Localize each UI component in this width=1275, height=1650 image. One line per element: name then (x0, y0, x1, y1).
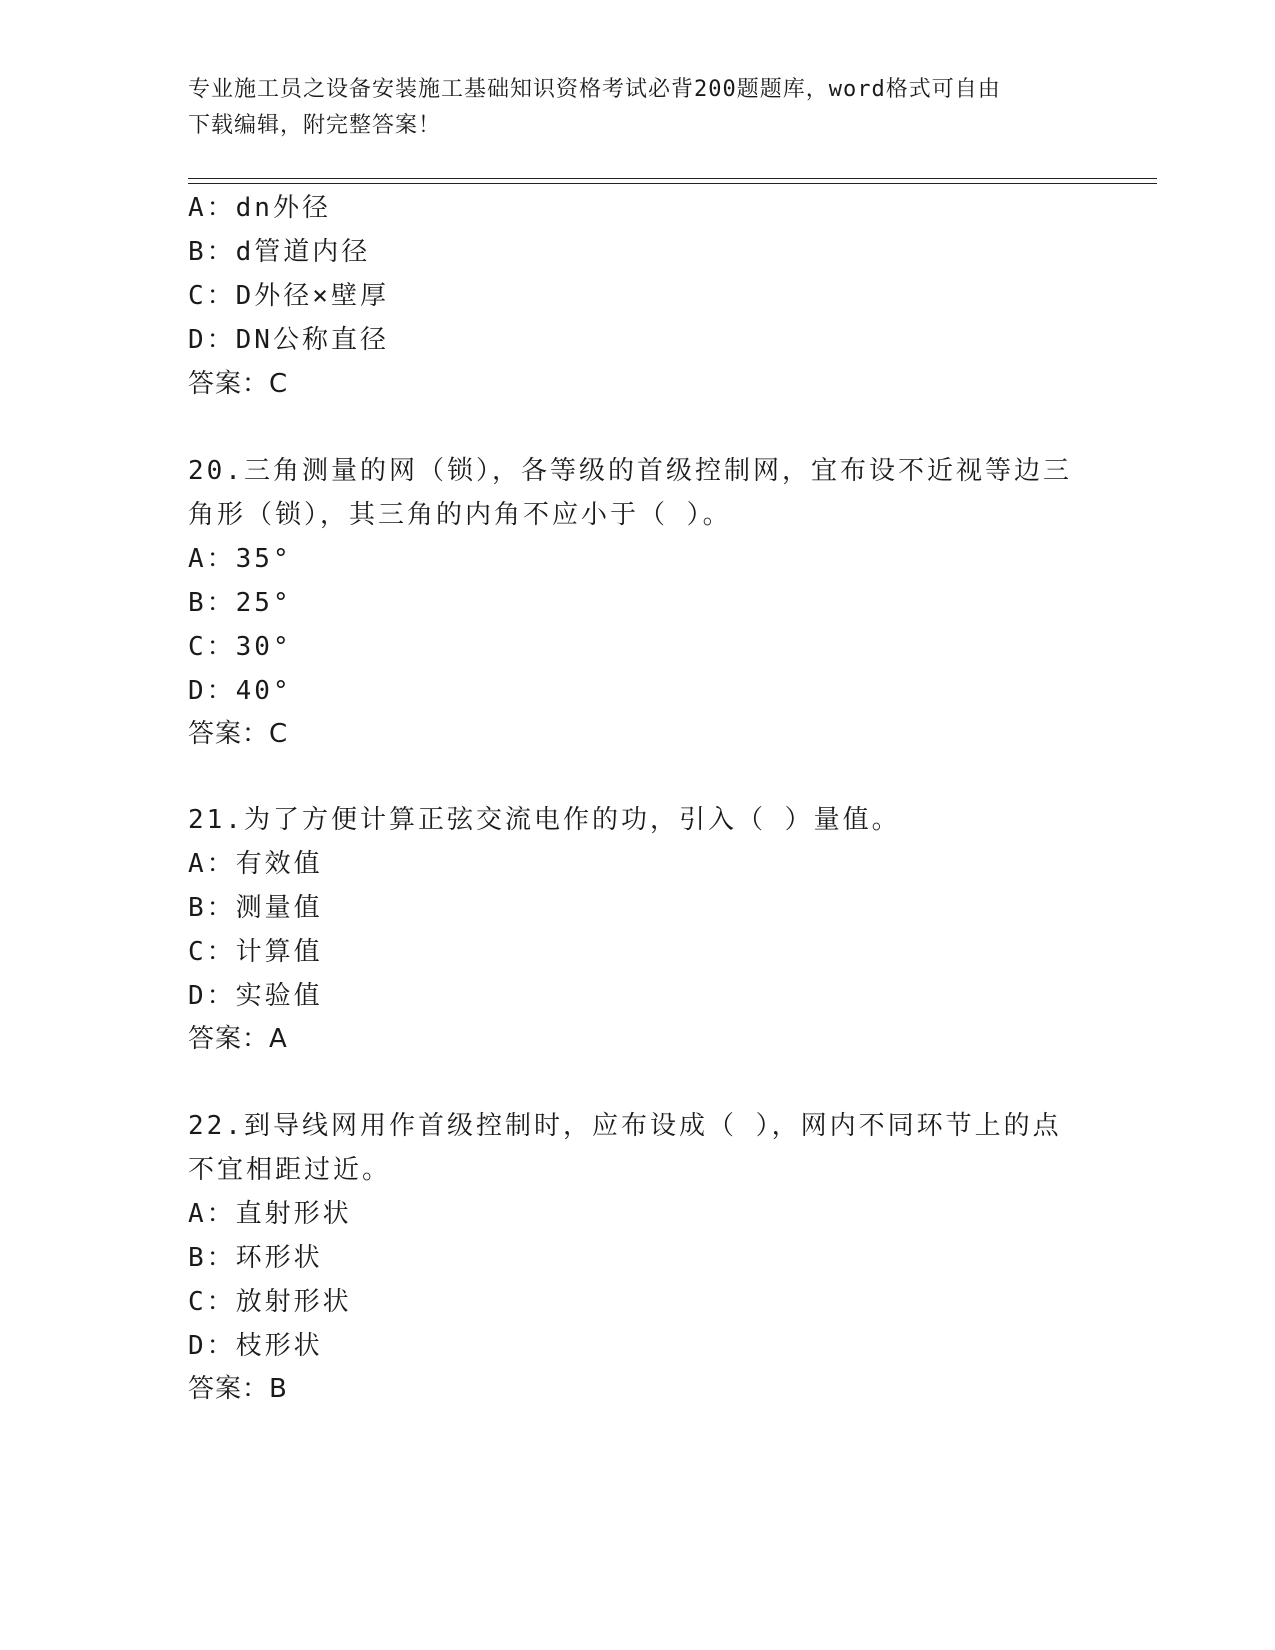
header-divider-bottom (188, 183, 1157, 184)
q22-option-b: B：环形状 (188, 1243, 323, 1273)
q20-option-a: A：35° (188, 544, 292, 574)
header-divider-top (188, 178, 1157, 179)
q20-option-b: B：25° (188, 588, 292, 618)
q21-option-b: B：测量值 (188, 893, 323, 923)
q22-option-d: D：枝形状 (188, 1331, 323, 1361)
q19-option-a: A：dn外径 (188, 193, 331, 223)
q21-option-d: D：实验值 (188, 981, 323, 1011)
q20-stem-line-2: 角形（锁），其三角的内角不应小于（ ）。 (188, 500, 732, 530)
q22-option-a: A：直射形状 (188, 1199, 352, 1229)
document-header (188, 72, 1088, 144)
q21-option-c: C：计算值 (188, 937, 323, 967)
header-line-1: 专业施工员之设备安装施工基础知识资格考试必背200题题库，word格式可自由 (188, 77, 1001, 102)
q20-option-d: D：40° (188, 676, 292, 706)
q21-stem-line-1: 21.为了方便计算正弦交流电作的功，引入（ ）量值。 (188, 805, 901, 835)
header-line-2: 下载编辑，附完整答案！ (188, 113, 442, 138)
q22-stem-line-2: 不宜相距过近。 (188, 1155, 392, 1185)
q21-option-a: A：有效值 (188, 849, 323, 879)
q22-stem-line-1: 22.到导线网用作首级控制时，应布设成（ ），网内不同环节上的点 (188, 1111, 1062, 1141)
q22-option-c: C：放射形状 (188, 1287, 352, 1317)
q20-stem-line-1: 20.三角测量的网（锁），各等级的首级控制网，宜布设不近视等边三 (188, 456, 1072, 486)
q20-option-c: C：30° (188, 632, 292, 662)
q19-option-b: B：d管道内径 (188, 237, 371, 267)
q19-answer: 答案：C (188, 369, 289, 399)
q19-option-d: D：DN公称直径 (188, 325, 389, 355)
q20-answer: 答案：C (188, 719, 289, 749)
q22-answer: 答案：B (188, 1374, 288, 1404)
q19-option-c: C：D外径×壁厚 (188, 281, 389, 311)
q21-answer: 答案：A (188, 1024, 288, 1054)
